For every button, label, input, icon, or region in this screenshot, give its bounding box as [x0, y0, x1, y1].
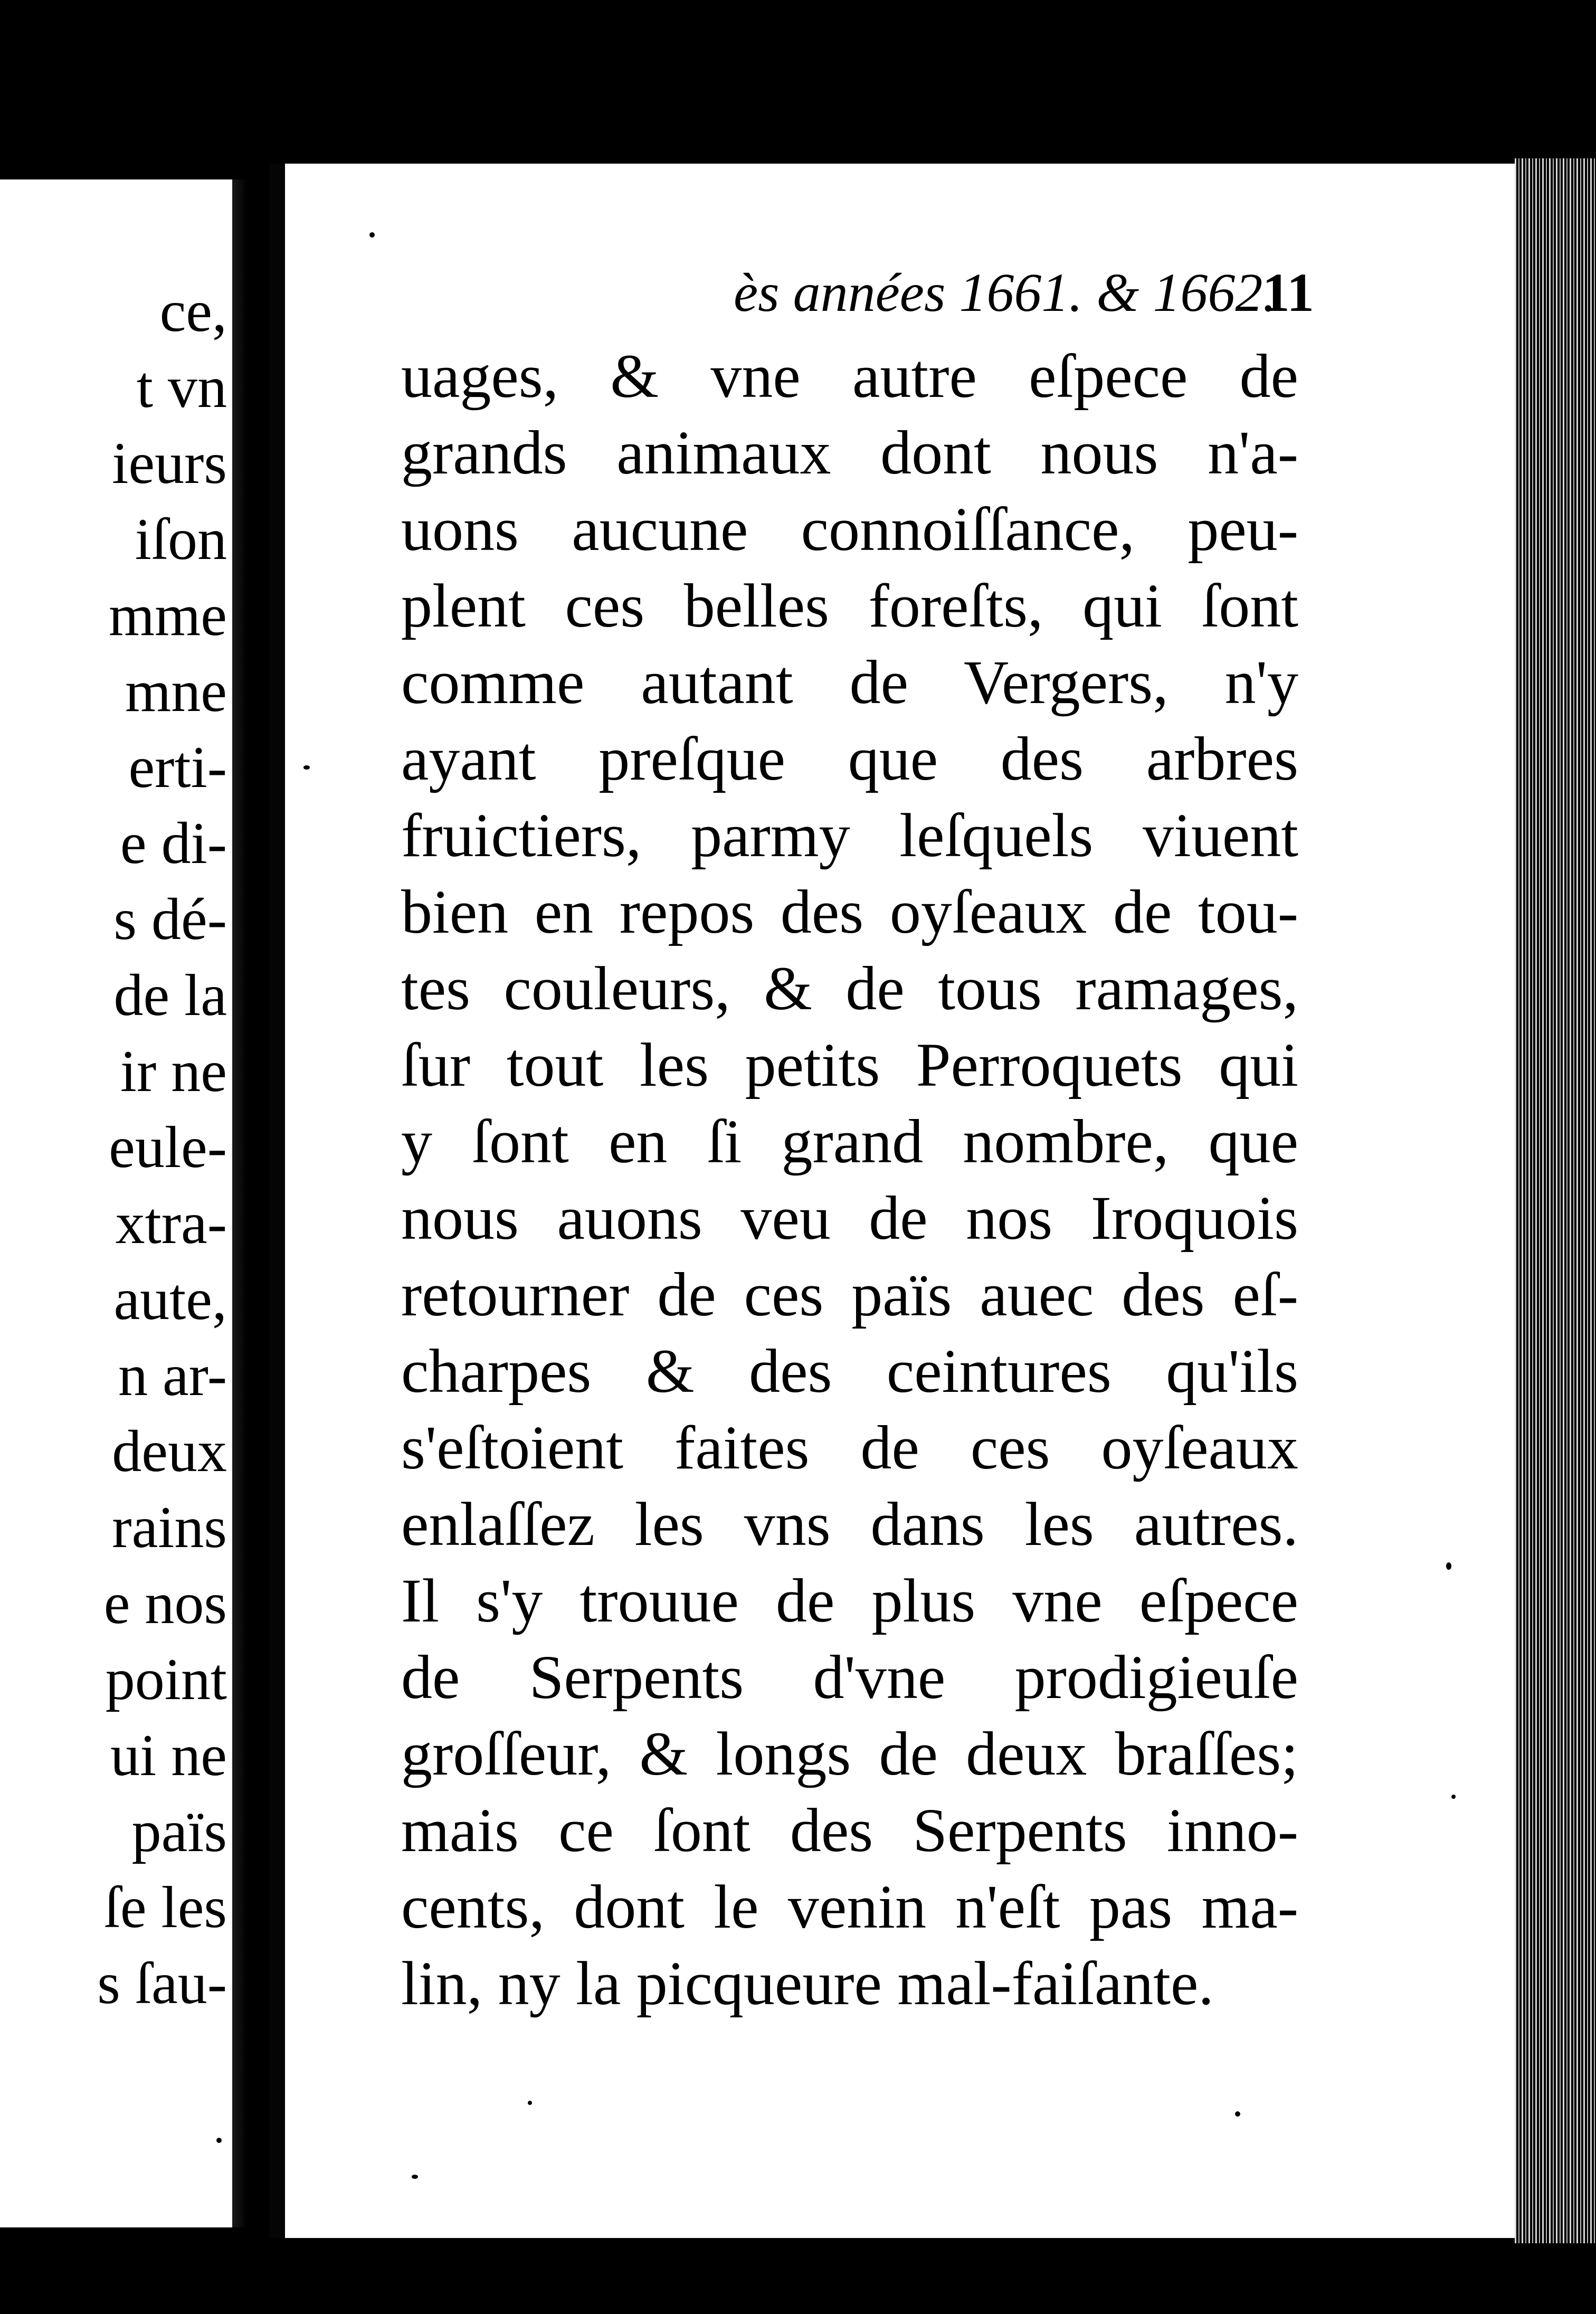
- body-text-line: mais ce ſont des Serpents inno-: [401, 1796, 1298, 1865]
- scan-speck: [1451, 1795, 1456, 1799]
- body-text-line: charpes & des ceintures qu'ils: [401, 1336, 1298, 1406]
- previous-page-line: iſon: [135, 507, 227, 572]
- previous-page-line: ui ne: [110, 1723, 227, 1788]
- page-edge-shadow: [269, 164, 285, 2238]
- previous-page-line: païs: [131, 1799, 227, 1864]
- scan-speck: [412, 2175, 418, 2179]
- body-text-line: Il s'y trouue de plus vne eſpece: [401, 1566, 1298, 1635]
- body-text-line: enlaſſez les vns dans les autres.: [401, 1490, 1298, 1559]
- previous-page-line: mme: [109, 583, 227, 648]
- scan-speck: [1235, 2111, 1240, 2117]
- previous-page-line: e di-: [120, 811, 227, 876]
- scan-speck: [303, 765, 310, 770]
- previous-page-line: erti-: [128, 735, 227, 800]
- gutter-shadow: [232, 179, 269, 2227]
- body-text-line: uages, & vne autre eſpece de: [401, 342, 1298, 411]
- previous-page-line: s ſau-: [97, 1951, 227, 2016]
- body-text-line: grands animaux dont nous n'a-: [401, 418, 1298, 487]
- scan-speck: [528, 2101, 532, 2105]
- body-text-line: nous auons veu de nos Iroquois: [401, 1183, 1298, 1253]
- previous-page-fragment: [0, 179, 232, 2227]
- body-text-line: groſſeur, & longs de deux braſſes;: [401, 1719, 1298, 1788]
- previous-page-line: de la: [113, 963, 227, 1028]
- body-text-line: retourner de ces païs auec des eſ-: [401, 1260, 1298, 1329]
- body-text-line: y ſont en ſi grand nombre, que: [401, 1107, 1298, 1176]
- previous-page-line: ieurs: [112, 431, 227, 496]
- previous-page-line: s dé-: [113, 887, 227, 952]
- previous-page-line: ſe les: [103, 1875, 227, 1940]
- previous-page-line: point: [105, 1647, 227, 1712]
- body-text-line: uons aucune connoiſſance, peu-: [401, 495, 1298, 564]
- body-text-line: ſur tout les petits Perroquets qui: [401, 1030, 1298, 1099]
- previous-page-line: mne: [125, 659, 227, 724]
- scan-speck: [1446, 1562, 1451, 1570]
- previous-page-line: t vn: [136, 355, 227, 420]
- body-text-line: tes couleurs, & de tous ramages,: [401, 954, 1298, 1023]
- page-number: 11: [1262, 262, 1314, 323]
- body-text-line: de Serpents d'vne prodigieuſe: [401, 1643, 1298, 1712]
- body-text-line: bien en repos des oyſeaux de tou-: [401, 877, 1298, 946]
- scan-speck: [216, 2138, 222, 2143]
- body-text-line: ayant preſque que des arbres: [401, 724, 1298, 793]
- previous-page-line: n ar-: [118, 1343, 227, 1408]
- body-text-line: s'eſtoient faites de ces oyſeaux: [401, 1413, 1298, 1482]
- previous-page-line: deux: [112, 1419, 227, 1484]
- scan-speck: [369, 232, 375, 238]
- page-body-text: [401, 338, 1298, 2022]
- body-text-line: fruictiers, parmy leſquels viuent: [401, 801, 1298, 870]
- body-text-line: plent ces belles foreſts, qui ſont: [401, 571, 1298, 640]
- body-text-line: lin, ny la picqueure mal-faiſante.: [401, 1949, 1214, 2018]
- body-text-line: comme autant de Vergers, n'y: [401, 648, 1298, 717]
- previous-page-line: ir ne: [120, 1039, 227, 1104]
- running-head: ès années 1661. & 1662.: [734, 262, 1277, 323]
- body-text-line: cents, dont le venin n'eſt pas ma-: [401, 1872, 1298, 1941]
- previous-page-line: aute,: [113, 1267, 227, 1332]
- previous-page-line: xtra-: [115, 1191, 227, 1256]
- page-stack-edge: [1515, 158, 1596, 2243]
- previous-page-line: eule-: [109, 1115, 227, 1180]
- previous-page-line: rains: [112, 1495, 227, 1560]
- previous-page-line: ce,: [159, 279, 227, 344]
- previous-page-line: e nos: [103, 1571, 227, 1636]
